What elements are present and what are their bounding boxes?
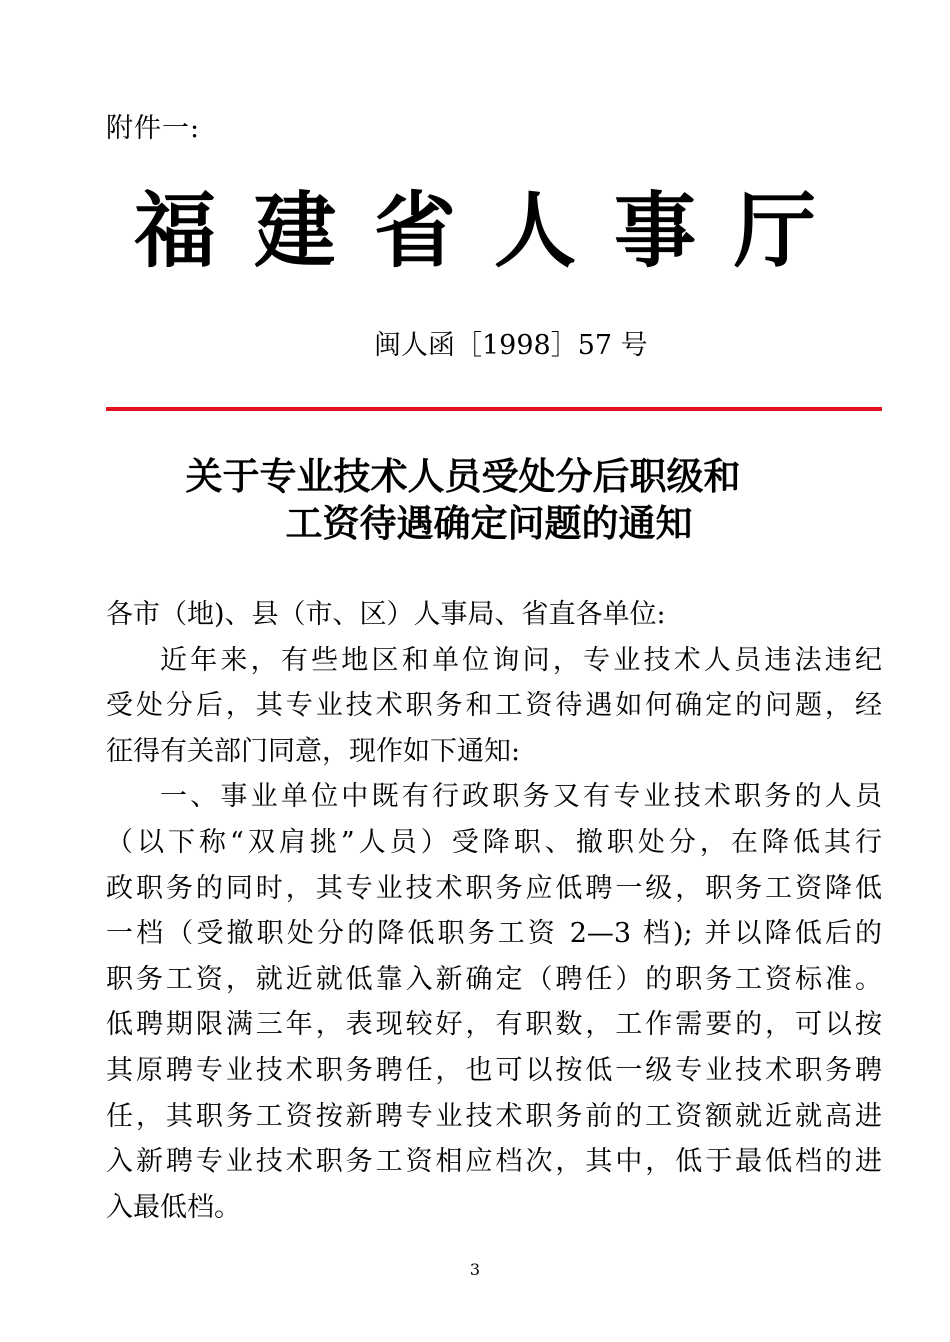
body-line: （以下称“双肩挑”人员）受降职、撤职处分，在降低其行 [106, 826, 882, 858]
notice-title-line-1: 关于专业技术人员受处分后职级和 [185, 454, 741, 498]
notice-title-line-2: 工资待遇确定问题的通知 [285, 501, 693, 545]
body-line: 政职务的同时，其专业技术职务应低聘一级，职务工资降低 [106, 872, 882, 904]
body-line: 职务工资，就近就低靠入新确定（聘任）的职务工资标准。 [106, 963, 882, 995]
body-line: 各市（地)、县（市、区）人事局、省直各单位: [106, 599, 666, 630]
body-text [106, 592, 882, 1230]
body-line: 其原聘专业技术职务聘任，也可以按低一级专业技术职务聘 [106, 1054, 882, 1086]
body-line: 入最低档。 [106, 1191, 241, 1223]
body-line: 一档（受撤职处分的降低职务工资 2—3 档); 并以降低后的 [106, 918, 882, 950]
attachment-label: 附件一: [106, 113, 201, 144]
issuing-organization-title: 福建省人事厅 [133, 183, 854, 279]
body-line: 低聘期限满三年，表现较好，有职数，工作需要的，可以按 [106, 1009, 882, 1041]
body-line: 征得有关部门同意，现作如下通知: [106, 735, 521, 767]
document-number: 闽人函［1998］57 号 [374, 330, 648, 361]
body-line: 近年来，有些地区和单位询问，专业技术人员违法违纪 [160, 644, 882, 676]
page-number: 3 [469, 1260, 481, 1279]
body-line: 受处分后，其专业技术职务和工资待遇如何确定的问题，经 [106, 690, 882, 722]
body-line: 入新聘专业技术职务工资相应档次，其中，低于最低档的进 [106, 1146, 882, 1178]
red-divider-line [106, 407, 882, 411]
body-line: 一、事业单位中既有行政职务又有专业技术职务的人员 [160, 781, 882, 813]
body-line: 任，其职务工资按新聘专业技术职务前的工资额就近就高进 [106, 1100, 882, 1132]
